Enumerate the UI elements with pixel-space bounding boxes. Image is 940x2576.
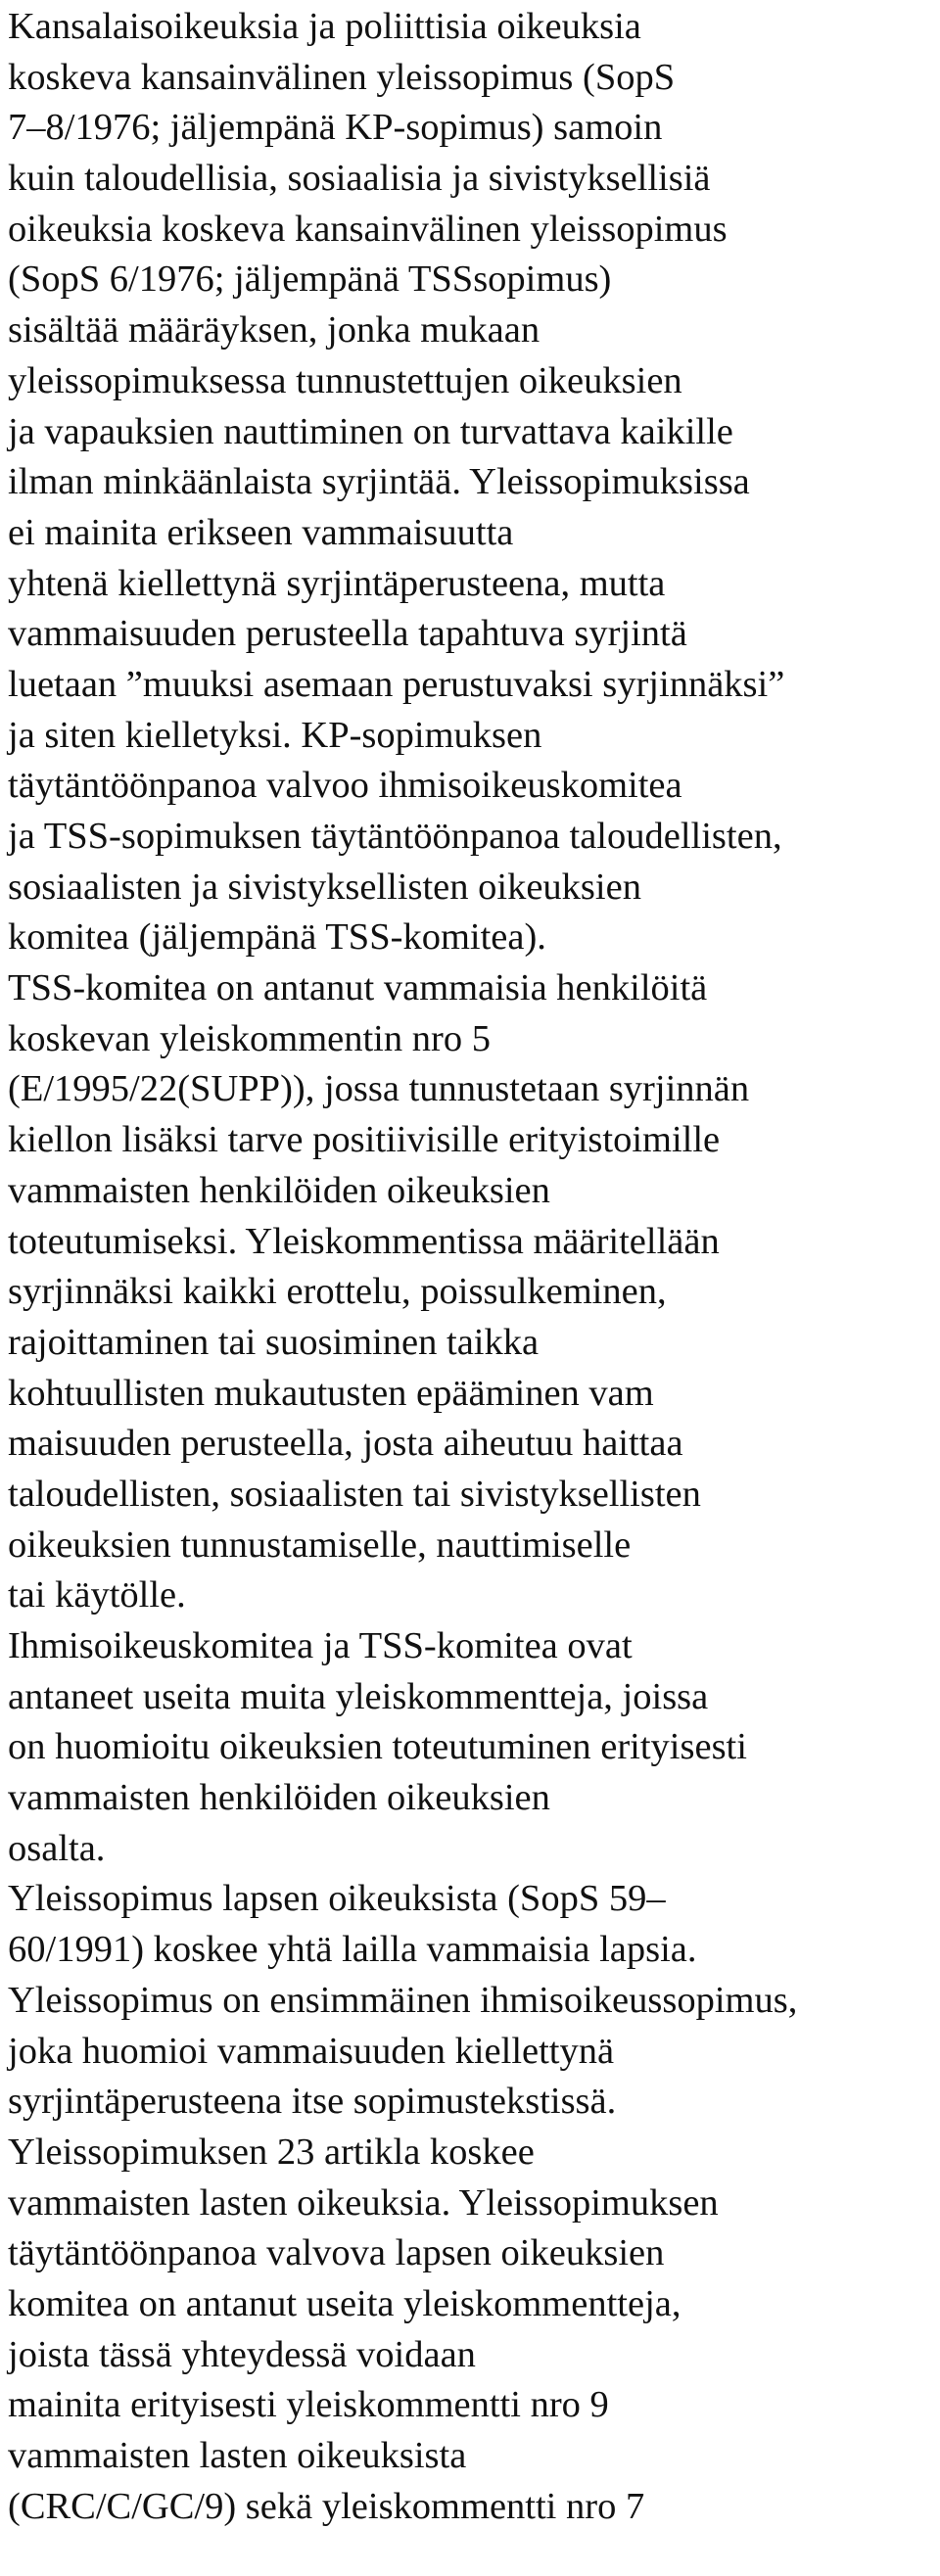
text-line: taloudellisten, sosiaalisten tai sivistyksellisten [8,1473,701,1515]
body-text [8,2,938,2532]
text-line: oikeuksia koskeva kansainvälinen yleissopimus [8,208,728,250]
text-line: syrjintäperusteena itse sopimustekstissä. [8,2081,617,2123]
text-line: yhtenä kiellettynä syrjintäperusteena, mutta [8,562,666,604]
text-line: oikeuksien tunnustamiselle, nauttimiselle [8,1523,632,1566]
text-line: Yleissopimuksen 23 artikla koskee [8,2131,535,2173]
text-line: ilman minkäänlaista syrjintää. Yleissopimuksissa [8,461,750,503]
text-line: osalta. [8,1827,106,1869]
text-line: syrjinnäksi kaikki erottelu, poissulkeminen, [8,1271,667,1313]
text-line: rajoittaminen tai suosiminen taikka [8,1321,540,1363]
text-line: on huomioitu oikeuksien toteutuminen erityisesti [8,1726,747,1768]
text-line: (E/1995/22(SUPP)), jossa tunnustetaan syrjinnän [8,1068,750,1110]
text-line: ja vapauksien nauttiminen on turvattava kaikille [8,410,733,452]
text-line: vammaisten lasten oikeuksista [8,2435,467,2476]
text-line: tai käytölle. [8,1574,186,1616]
text-line: vammaisten lasten oikeuksia. Yleissopimuksen [8,2181,719,2224]
text-line: 60/1991) koskee yhtä lailla vammaisia lapsia. [8,1929,697,1971]
text-line: TSS-komitea on antanut vammaisia henkilöitä [8,967,708,1009]
text-line: luetaan ”muuksi asemaan perustuvaksi syrjinnäksi” [8,663,785,705]
text-line: komitea on antanut useita yleiskommentteja, [8,2282,682,2324]
text-line: täytäntöönpanoa valvoo ihmisoikeuskomitea [8,765,682,807]
text-line: (CRC/C/GC/9) sekä yleiskommentti nro 7 [8,2485,645,2527]
text-line: ei mainita erikseen vammaisuutta [8,511,514,553]
text-line: ja TSS-sopimuksen täytäntöönpanoa taloudellisten, [8,816,782,857]
text-line: kiellon lisäksi tarve positiivisille erityistoimille [8,1119,721,1161]
text-line: joka huomioi vammaisuuden kiellettynä [8,2030,615,2072]
text-line: vammaisten henkilöiden oikeuksien [8,1169,550,1211]
text-line: maisuuden perusteella, josta aiheutuu haittaa [8,1423,683,1465]
text-line: joista tässä yhteydessä voidaan [8,2333,476,2375]
text-line: kuin taloudellisia, sosiaalisia ja sivistyksellisiä [8,158,711,200]
text-line: 7–8/1976; jäljempänä KP-sopimus) samoin [8,107,663,149]
text-line: Yleissopimus on ensimmäinen ihmisoikeussopimus, [8,1979,798,2021]
text-line: Yleissopimus lapsen oikeuksista (SopS 59– [8,1878,666,1920]
text-line: yleissopimuksessa tunnustettujen oikeuksien [8,359,682,401]
text-line: ja siten kielletyksi. KP-sopimuksen [8,714,542,756]
text-line: Ihmisoikeuskomitea ja TSS-komitea ovat [8,1625,633,1666]
text-line: sosiaalisten ja sivistyksellisten oikeuksien [8,866,641,908]
text-line: komitea (jäljempänä TSS-komitea). [8,916,546,959]
text-line: toteutumiseksi. Yleiskommentissa määritellään [8,1220,720,1262]
text-line: Kansalaisoikeuksia ja poliittisia oikeuksia [8,6,641,47]
text-line: sisältää määräyksen, jonka mukaan [8,309,540,351]
text-line: koskeva kansainvälinen yleissopimus (SopS [8,56,676,98]
text-line: kohtuullisten mukautusten epääminen vam [8,1372,654,1414]
text-line: vammaisuuden perusteella tapahtuva syrjintä [8,613,687,655]
text-line: täytäntöönpanoa valvova lapsen oikeuksien [8,2232,665,2274]
text-line: (SopS 6/1976; jäljempänä TSSsopimus) [8,258,612,301]
text-line: koskevan yleiskommentin nro 5 [8,1017,491,1059]
text-line: mainita erityisesti yleiskommentti nro 9 [8,2384,609,2426]
text-line: vammaisten henkilöiden oikeuksien [8,1777,550,1819]
text-line: antaneet useita muita yleiskommentteja, joissa [8,1675,709,1717]
